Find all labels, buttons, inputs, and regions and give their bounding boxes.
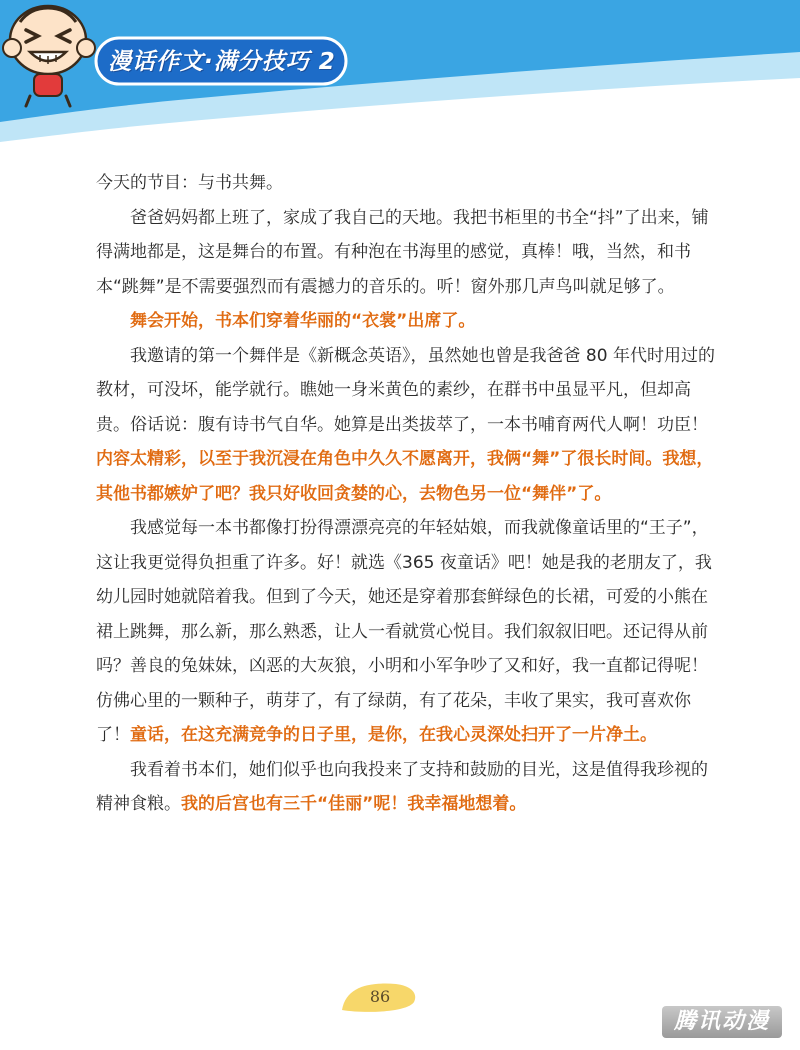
paragraph — [96, 304, 716, 339]
highlighted-sentence: 舞会开始，书本们穿着华丽的“衣裳”出席了。 — [130, 311, 476, 331]
paragraph — [96, 753, 716, 822]
text-run: 今天的节目：与书共舞。 — [96, 173, 283, 193]
paragraph — [96, 201, 716, 305]
text-run: 我看着书本们，她们似乎也向我投来了支持和鼓励的目光，这是值得我珍视的精神食粮。 — [96, 759, 708, 814]
text-run: 我邀请的第一个舞伴是《新概念英语》，虽然她也曾是我爸爸 80 年代时用过的教材，可没坏，能学就行。瞧她一身米黄色的素纱，在群书中虽显平凡，但却高贵。俗话说：腹有诗书气自华。她算是出类拔萃了，一本书哺育两代人啊！功臣！ — [96, 345, 715, 435]
paragraph — [96, 511, 716, 753]
article-body — [96, 166, 716, 822]
highlighted-sentence: 内容太精彩，以至于我沉浸在角色中久久不愿离开，我俩“舞”了很长时间。我想，其他书都嫉妒了吧？我只好收回贪婪的心，去物色另一位“舞伴”了。 — [96, 449, 714, 504]
watermark-logo: 腾讯动漫 — [662, 1006, 782, 1038]
text-run: 我感觉每一本书都像打扮得漂漂亮亮的年轻姑娘，而我就像童话里的“王子”，这让我更觉得负担重了许多。好！就选《365 夜童话》吧！她是我的老朋友了，我幼儿园时她就陪着我。但到了今天，她还是穿着那套鲜绿色的长裙，可爱的小熊在裙上跳舞，那么新，那么熟悉，让人一看就赏心悦目。我们叙叙旧吧。还记得从前吗？善良的兔妹妹，凶恶的大灰狼，小明和小军争吵了又和好，我一直都记得呢！仿佛心里的一颗种子，萌芽了，有了绿荫，有了花朵，丰收了果实，我可喜欢你了！ — [96, 518, 712, 745]
paragraph — [96, 339, 716, 512]
highlighted-sentence: 童话，在这充满竞争的日子里，是你，在我心灵深处扫开了一片净土。 — [130, 725, 657, 745]
page-number: 86 — [369, 987, 391, 1006]
page-header — [0, 0, 800, 150]
series-title: 漫话作文·满分技巧 2 — [108, 49, 336, 75]
highlighted-sentence: 我的后宫也有三千“佳丽”呢！我幸福地想着。 — [181, 794, 527, 814]
paragraph — [96, 166, 716, 201]
text-run: 爸爸妈妈都上班了，家成了我自己的天地。我把书柜里的书全“抖”了出来，铺得满地都是，这是舞台的布置。有种泡在书海里的感觉，真棒！哦，当然，和书本“跳舞”是不需要强烈而有震撼力的音乐的。听！窗外那几声鸟叫就足够了。 — [96, 207, 709, 297]
cartoon-boy-icon — [0, 0, 100, 110]
